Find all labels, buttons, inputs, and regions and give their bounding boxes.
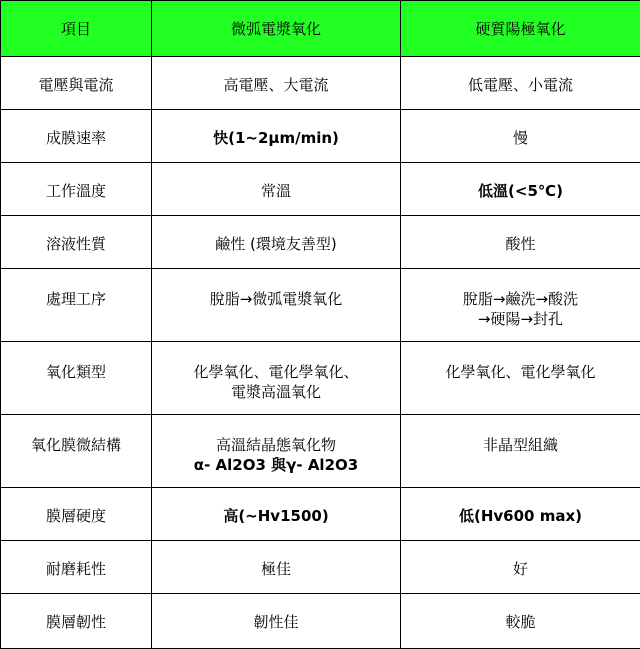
- hard-cell: [401, 342, 640, 415]
- table-header: [1, 1, 640, 57]
- cell-text: 化學氧化、電化學氧化、: [158, 362, 394, 382]
- cell-text: 好: [407, 559, 634, 579]
- hard-cell: [401, 216, 640, 269]
- cell-text: 酸性: [407, 234, 634, 254]
- hard-cell: [401, 594, 640, 649]
- mao-cell: [152, 216, 401, 269]
- mao-cell: [152, 594, 401, 649]
- table-row: [1, 594, 640, 649]
- cell-text: 極佳: [158, 559, 394, 579]
- table-row: [1, 110, 640, 163]
- header-row: [1, 1, 640, 57]
- item-cell: 溶液性質: [1, 216, 152, 269]
- cell-text: 脫脂→鹼洗→酸洗: [407, 289, 634, 309]
- cell-text: 低(Hv600 max): [407, 506, 634, 526]
- mao-cell: [152, 163, 401, 216]
- hard-cell: [401, 488, 640, 541]
- item-cell: 電壓與電流: [1, 57, 152, 110]
- mao-cell: [152, 415, 401, 488]
- table-row: [1, 269, 640, 342]
- hard-cell: [401, 415, 640, 488]
- table-row: [1, 541, 640, 594]
- header-item: 項目: [1, 1, 152, 57]
- table-row: [1, 415, 640, 488]
- cell-text: 鹼性 (環境友善型): [158, 234, 394, 254]
- item-cell: 氧化膜微結構: [1, 415, 152, 488]
- cell-text: 慢: [407, 128, 634, 148]
- mao-cell: [152, 110, 401, 163]
- cell-text: 低電壓、小電流: [407, 75, 634, 95]
- item-cell: 膜層韌性: [1, 594, 152, 649]
- cell-text: 快(1~2μm/min): [158, 128, 394, 148]
- table-row: [1, 488, 640, 541]
- hard-cell: [401, 57, 640, 110]
- cell-text: 高電壓、大電流: [158, 75, 394, 95]
- cell-text: 低溫(<5℃): [407, 181, 634, 201]
- table-row: [1, 163, 640, 216]
- item-cell: 耐磨耗性: [1, 541, 152, 594]
- table-body: [1, 57, 640, 649]
- hard-cell: [401, 163, 640, 216]
- item-cell: 膜層硬度: [1, 488, 152, 541]
- item-cell: 處理工序: [1, 269, 152, 342]
- item-cell: 氧化類型: [1, 342, 152, 415]
- item-cell: 工作溫度: [1, 163, 152, 216]
- cell-text: α- Al2O3 與γ- Al2O3: [158, 455, 394, 475]
- cell-text: 韌性佳: [158, 612, 394, 632]
- cell-text: 非晶型組織: [407, 435, 634, 455]
- mao-cell: [152, 342, 401, 415]
- cell-text: 較脆: [407, 612, 634, 632]
- hard-cell: [401, 541, 640, 594]
- cell-text: →硬陽→封孔: [407, 309, 634, 329]
- mao-cell: [152, 541, 401, 594]
- table-row: [1, 216, 640, 269]
- item-cell: 成膜速率: [1, 110, 152, 163]
- header-hard-anodizing: 硬質陽極氧化: [401, 1, 640, 57]
- cell-text: 常溫: [158, 181, 394, 201]
- mao-cell: [152, 488, 401, 541]
- cell-text: 高(~Hv1500): [158, 506, 394, 526]
- mao-cell: [152, 57, 401, 110]
- cell-text: 化學氧化、電化學氧化: [407, 362, 634, 382]
- table-row: [1, 57, 640, 110]
- header-micro-arc-oxidation: 微弧電漿氧化: [152, 1, 401, 57]
- cell-text: 脫脂→微弧電漿氧化: [158, 289, 394, 309]
- cell-text: 電漿高溫氧化: [158, 382, 394, 402]
- cell-text: 高溫結晶態氧化物: [158, 435, 394, 455]
- mao-cell: [152, 269, 401, 342]
- table-row: [1, 342, 640, 415]
- hard-cell: [401, 110, 640, 163]
- hard-cell: [401, 269, 640, 342]
